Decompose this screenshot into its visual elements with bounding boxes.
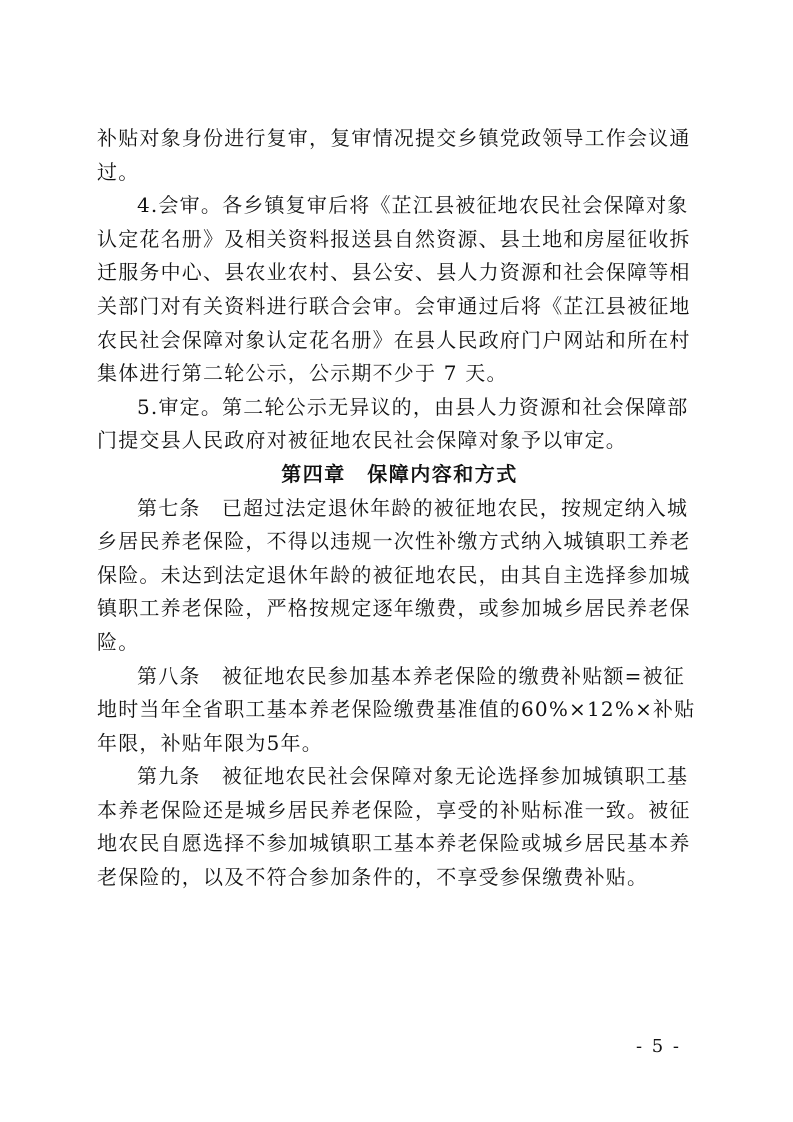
paragraph-approval: 5.审定。第二轮公示无异议的，由县人力资源和社会保障部门提交县人民政府对被征地农民社会保障对象予以审定。 bbox=[97, 394, 689, 453]
article-eight bbox=[97, 660, 702, 761]
paragraph-review-continuation: 补贴对象身份进行复审，复审情况提交乡镇党政领导工作会议通过。 bbox=[97, 126, 691, 184]
article-seven bbox=[97, 492, 702, 660]
chapter-heading: 第四章 保障内容和方式 bbox=[281, 461, 518, 486]
article-eight-label: 第八条 bbox=[137, 663, 222, 688]
paragraph-joint-review: 4.会审。各乡镇复审后将《芷江县被征地农民社会保障对象认定花名册》及相关资料报送县自然资源、县土地和房屋征收拆迁服务中心、县农业农村、县公安、县人力资源和社会保障等相关部门对有关资料进行联合会审。会审通过后将《芷江县被征地农民社会保障对象认定花名册》在县人民政府门户网站和所在村集体进行第二轮公示，公示期不少于 7 天。 bbox=[97, 193, 691, 386]
page-number: - 5 - bbox=[635, 1036, 681, 1057]
article-eight-text: 被征地农民参加基本养老保险的缴费补贴额=被征地时当年全省职工基本养老保险缴费基准值的60%×12%×补贴年限，补贴年限为5年。 bbox=[97, 663, 696, 755]
article-seven-text: 已超过法定退休年龄的被征地农民，按规定纳入城乡居民养老保险，不得以违规一次性补缴方式纳入城镇职工养老保险。未达到法定退休年龄的被征地农民，由其自主选择参加城镇职工养老保险，严格按规定逐年缴费，或参加城乡居民养老保险。 bbox=[97, 495, 691, 654]
article-nine-label: 第九条 bbox=[137, 764, 222, 789]
article-nine bbox=[97, 760, 702, 894]
article-nine-text: 被征地农民社会保障对象无论选择参加城镇职工基本养老保险还是城乡居民养老保险，享受的补贴标准一致。被征地农民自愿选择不参加城镇职工基本养老保险或城乡居民基本养老保险的，以及不符合参加条件的，不享受参保缴费补贴。 bbox=[97, 764, 691, 890]
document-body bbox=[97, 122, 702, 895]
article-seven-label: 第七条 bbox=[137, 495, 222, 520]
